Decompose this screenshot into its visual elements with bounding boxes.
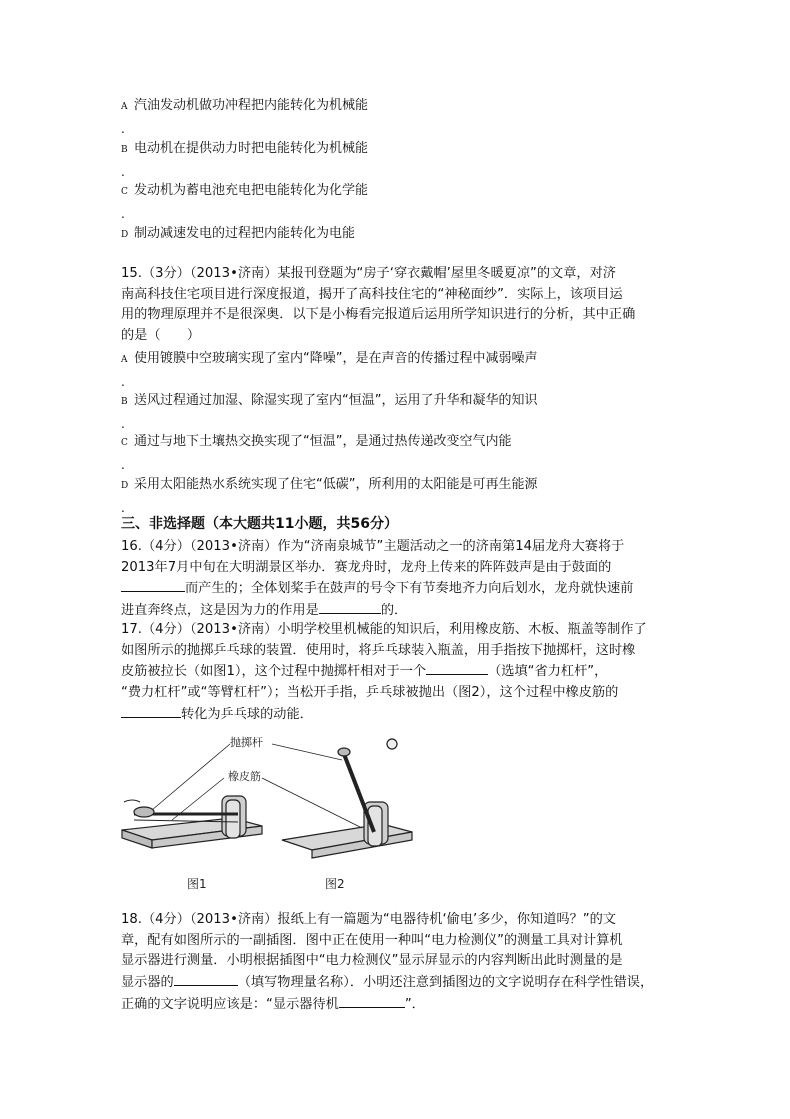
question-15-stem [121, 264, 681, 347]
option-letter: C [121, 187, 128, 197]
option-dot: . [121, 417, 125, 431]
q17-line-3 [121, 661, 681, 683]
question-16 [121, 537, 681, 622]
label-throwing-rod: 抛掷杆 [230, 736, 263, 749]
q16-line: 2013年7月中旬在大明湖景区举办．赛龙舟时，龙舟上传来的阵阵鼓声是由于鼓面的 [121, 559, 612, 575]
q18-line-4 [121, 972, 681, 994]
fig2-rod [344, 754, 374, 832]
q18-line-text: 显示器的 [121, 975, 174, 991]
option-text: 送风过程通过加湿、除湿实现了室内“恒温”，运用了升华和凝华的知识 [134, 393, 538, 408]
q16-line-3 [121, 578, 681, 600]
q14-option-d[interactable] [121, 226, 355, 243]
option-dot: . [121, 122, 125, 136]
option-text: 汽油发动机做功冲程把内能转化为机械能 [134, 98, 369, 113]
q18-line-5 [121, 994, 681, 1016]
q17-line-text: 皮筋被拉长（如图1），这个过程中抛掷杆相对于一个 [121, 664, 427, 680]
option-text: 电动机在提供动力时把电能转化为机械能 [134, 141, 369, 156]
option-letter: D [121, 230, 129, 240]
q17-line: “费力杠杆”或“等臂杠杆”）；当松开手指，乒乓球被抛出（图2），这个过程中橡皮筋的 [121, 685, 619, 701]
option-letter: B [121, 145, 128, 155]
q14-option-c[interactable] [121, 183, 368, 200]
option-dot: . [121, 501, 125, 515]
question-18 [121, 910, 681, 1016]
answer-blank[interactable] [121, 704, 181, 718]
ping-pong-ball [387, 739, 397, 749]
q16-line-4 [121, 600, 681, 622]
question-17 [121, 620, 681, 726]
q16-line-text: 而产生的；全体划桨手在鼓声的号令下有节奏地齐力向后划水，龙舟就快速前 [185, 581, 634, 597]
label-rubber-band: 橡皮筋 [228, 770, 261, 783]
option-text: 采用太阳能热水系统实现了住宅“低碳”，所利用的太阳能是可再生能源 [134, 477, 538, 492]
answer-blank[interactable] [339, 994, 405, 1008]
q18-line: 显示器进行测量．小明根据插图中“电力检测仪”显示屏显示的内容判断出此时测量的是 [121, 953, 623, 969]
caption-figure-1: 图1 [187, 877, 207, 890]
q17-line: 如图所示的抛掷乒乓球的装置．使用时，将乒乓球装入瓶盖，用手指按下抛掷杆，这时橡 [121, 642, 636, 658]
q17-line-text: 转化为乒乓球的动能． [181, 706, 313, 722]
q18-line-text: ”． [404, 996, 425, 1012]
q17-line: 17.（4分）（2013•济南）小明学校里机械能的知识后，利用橡皮筋、木板、瓶盖等制作了 [121, 622, 647, 637]
stem-line: 用的物理原理并不是很深奥．以下是小梅看完报道后运用所学知识进行的分析，其中正确 [121, 307, 636, 323]
stem-line: 的是（ ） [121, 328, 201, 344]
option-text: 制动减速发电的过程把内能转化为电能 [134, 226, 356, 241]
q14-option-a[interactable] [121, 98, 368, 115]
option-dot: . [121, 375, 125, 389]
answer-blank[interactable] [319, 600, 381, 614]
q17-line-5 [121, 704, 681, 726]
option-dot: . [121, 458, 125, 472]
option-text: 使用镀膜中空玻璃实现了室内“降噪”，是在声音的传播过程中减弱噪声 [134, 351, 538, 366]
answer-blank[interactable] [121, 578, 185, 592]
q15-option-b[interactable] [121, 393, 537, 410]
q16-line-text: 进直奔终点，这是因为力的作用是 [121, 603, 319, 619]
option-text: 发动机为蓄电池充电把电能转化为化学能 [134, 183, 369, 198]
stem-line: 南高科技住宅项目进行深度报道，揭开了高科技住宅的“神秘面纱”．实际上，该项目运 [121, 286, 623, 302]
option-letter: C [121, 438, 128, 448]
option-dot: . [121, 207, 125, 221]
option-letter: D [121, 481, 129, 491]
q14-option-b[interactable] [121, 141, 368, 158]
option-letter: A [121, 355, 128, 365]
q18-line: 章，配有如图所示的一副插图．图中正在使用一种叫“电力检测仪”的测量工具对计算机 [121, 932, 623, 948]
q18-line-text: 正确的文字说明应该是：“显示器待机 [121, 996, 339, 1012]
q15-option-c[interactable] [121, 434, 511, 451]
q15-option-d[interactable] [121, 477, 537, 494]
bottle-cap [134, 807, 154, 817]
option-letter: A [121, 102, 128, 112]
q18-line-text: （填写物理量名称）．小明还注意到插图边的文字说明存在科学性错误， [237, 975, 654, 991]
q16-line: 16.（4分）（2013•济南）作为“济南泉城节”主题活动之一的济南第14届龙舟大赛将于 [121, 539, 625, 554]
q15-option-a[interactable] [121, 351, 537, 368]
answer-blank[interactable] [426, 661, 488, 675]
option-letter: B [121, 397, 128, 407]
option-dot: . [121, 165, 125, 179]
stem-line: 15.（3分）（2013•济南）某报刊登题为“房子‘穿衣戴帽’屋里冬暖夏凉”的文章，对济 [121, 266, 616, 281]
catapult-figure [112, 730, 432, 890]
section-heading: 三、非选择题（本大题共11小题，共56分） [121, 516, 398, 532]
q16-line-text: 的． [380, 603, 408, 619]
caption-figure-2: 图2 [325, 877, 345, 890]
q17-line-text: （选填“省力杠杆”， [488, 664, 608, 680]
answer-blank[interactable] [174, 972, 238, 986]
option-text: 通过与地下土壤热交换实现了“恒温”，是通过热传递改变空气内能 [134, 434, 512, 449]
q18-line: 18.（4分）（2013•济南）报纸上有一篇题为“电器待机‘偷电’多少，你知道吗？”的文 [121, 912, 616, 927]
